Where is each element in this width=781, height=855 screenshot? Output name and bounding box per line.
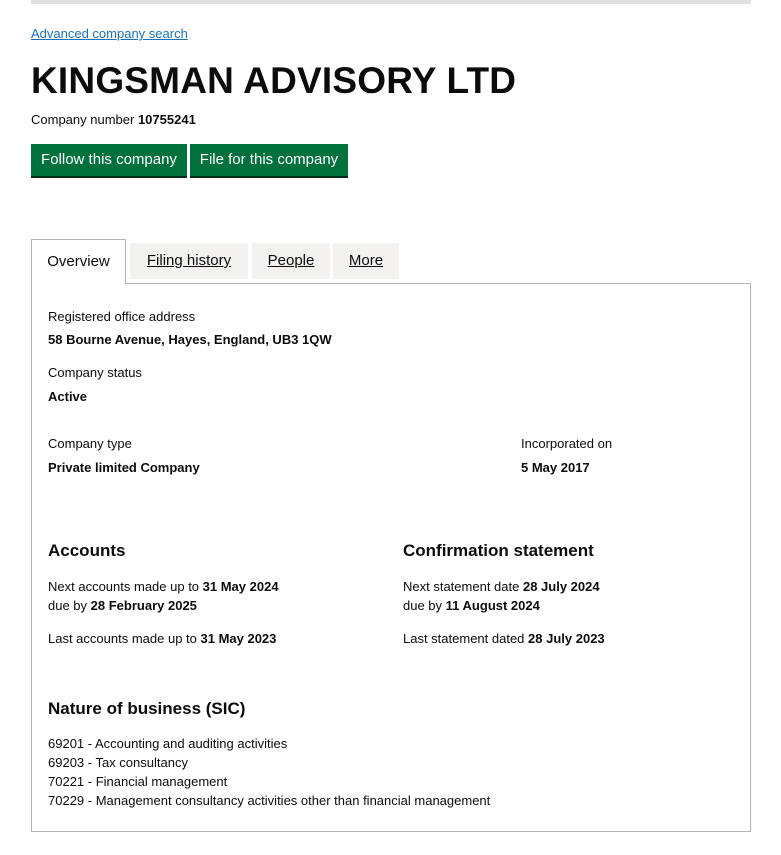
file-for-company-button[interactable]: File for this company xyxy=(190,144,348,178)
confirmation-last-date: 28 July 2023 xyxy=(528,631,605,646)
company-type-label: Company type xyxy=(48,436,132,451)
sic-item: 70221 - Financial management xyxy=(48,774,228,789)
company-name: KINGSMAN ADVISORY LTD xyxy=(31,60,517,101)
sic-item: 69203 - Tax consultancy xyxy=(48,755,188,770)
follow-company-button[interactable]: Follow this company xyxy=(31,144,187,178)
sic-item: 70229 - Management consultancy activities other than financial management xyxy=(48,793,491,808)
accounts-last-prefix: Last accounts made up to xyxy=(48,631,197,646)
accounts-next xyxy=(48,579,279,594)
accounts-due-prefix: due by xyxy=(48,598,88,613)
confirmation-due xyxy=(403,598,540,613)
confirmation-due-date: 11 August 2024 xyxy=(445,598,540,613)
top-divider xyxy=(31,0,751,4)
overview-panel xyxy=(31,283,751,832)
company-status-label: Company status xyxy=(48,365,142,380)
incorporated-label: Incorporated on xyxy=(521,436,613,451)
advanced-company-search-link[interactable]: Advanced company search xyxy=(31,26,188,41)
accounts-last xyxy=(48,631,276,646)
tab-people[interactable]: People xyxy=(252,243,330,279)
company-number-label: Company number xyxy=(31,112,135,127)
sic-item: 69201 - Accounting and auditing activities xyxy=(48,736,288,751)
nature-of-business-heading: Nature of business (SIC) xyxy=(48,699,246,718)
tab-more[interactable]: More xyxy=(333,243,399,279)
incorporated-value: 5 May 2017 xyxy=(521,460,590,475)
accounts-due-date: 28 February 2025 xyxy=(90,598,197,613)
company-number xyxy=(31,112,196,127)
registered-office-value: 58 Bourne Avenue, Hayes, England, UB3 1QW xyxy=(48,332,332,347)
confirmation-heading: Confirmation statement xyxy=(403,541,594,560)
registered-office-label: Registered office address xyxy=(48,309,196,324)
confirmation-next xyxy=(403,579,600,594)
confirmation-due-prefix: due by xyxy=(403,598,443,613)
accounts-next-prefix: Next accounts made up to xyxy=(48,579,200,594)
confirmation-next-date: 28 July 2024 xyxy=(522,579,600,594)
company-type-value: Private limited Company xyxy=(48,460,200,475)
accounts-last-date: 31 May 2023 xyxy=(200,631,277,646)
confirmation-next-prefix: Next statement date xyxy=(403,579,520,594)
accounts-heading: Accounts xyxy=(48,541,126,560)
confirmation-last-prefix: Last statement dated xyxy=(403,631,525,646)
confirmation-last xyxy=(403,631,605,646)
accounts-due xyxy=(48,598,197,613)
accounts-next-date: 31 May 2024 xyxy=(202,579,279,594)
company-number-value: 10755241 xyxy=(137,112,196,127)
tab-overview[interactable]: Overview xyxy=(31,239,126,284)
tab-filing-history[interactable]: Filing history xyxy=(130,243,248,279)
company-status-value: Active xyxy=(48,389,88,404)
